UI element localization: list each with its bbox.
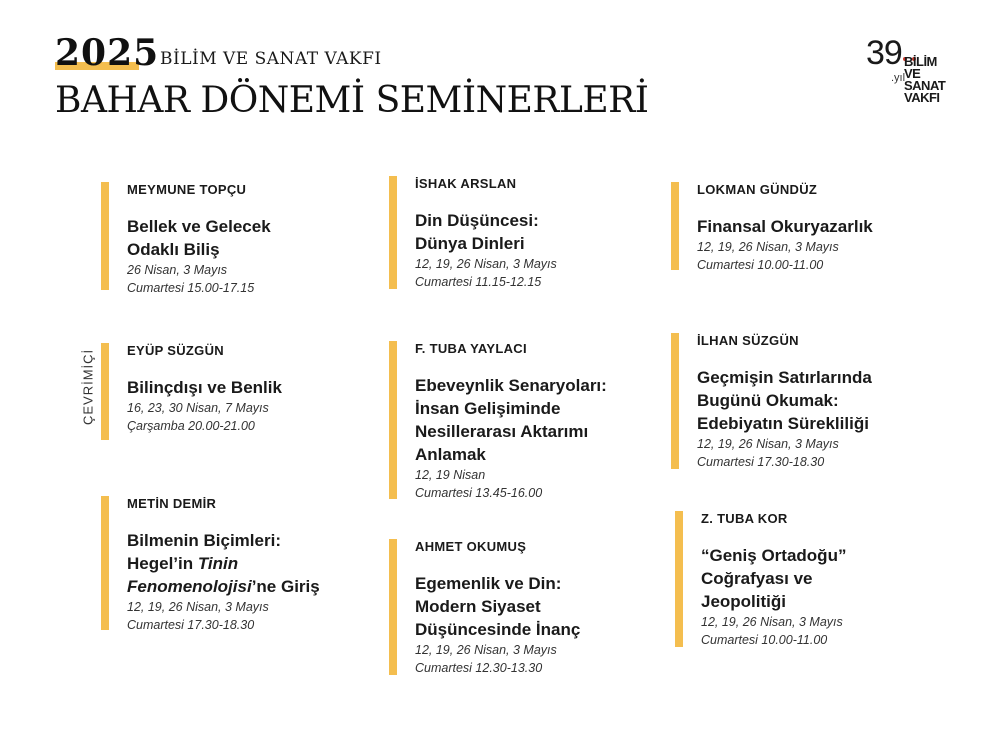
seminar-dates: 16, 23, 30 Nisan, 7 Mayıs (127, 401, 269, 415)
title-line: Bilmenin Biçimleri: (127, 531, 281, 550)
online-label: ÇEVRİMİÇİ (80, 348, 96, 426)
seminar-card (675, 511, 846, 647)
seminar-dates: 12, 19 Nisan (415, 468, 486, 482)
title-line: Din Düşüncesi: (415, 211, 539, 230)
seminar-dates: 12, 19, 26 Nisan, 3 Mayıs (415, 643, 557, 657)
seminar-time: Cumartesi 17.30-18.30 (127, 618, 255, 632)
logo-anniversary-number: 39 (866, 34, 902, 72)
speaker-name: EYÜP SÜZGÜN (127, 343, 224, 358)
accent-bar (389, 176, 397, 289)
seminar-dates: 12, 19, 26 Nisan, 3 Mayıs (701, 615, 843, 629)
seminar-time: Cumartesi 10.00-11.00 (701, 633, 828, 647)
page-title: BAHAR DÖNEMİ SEMİNERLERİ (55, 80, 649, 121)
logo-year-suffix: .yıl (891, 72, 906, 84)
seminar-dates: 12, 19, 26 Nisan, 3 Mayıs (127, 600, 269, 614)
title-segment: ’ne Giriş (251, 577, 320, 596)
seminar-time: Cumartesi 13.45-16.00 (415, 486, 543, 500)
title-line: Egemenlik ve Din: (415, 574, 562, 593)
logo-line: BİLİM (904, 54, 937, 69)
seminar-dates: 12, 19, 26 Nisan, 3 Mayıs (415, 257, 557, 271)
seminar-time: Cumartesi 15.00-17.15 (127, 281, 255, 295)
seminar-card (389, 176, 557, 289)
title-segment: Hegel’in (127, 554, 198, 573)
seminar-card (101, 182, 271, 295)
title-line: Bugünü Okumak: (697, 391, 839, 410)
seminar-card (101, 496, 320, 630)
speaker-name: METİN DEMİR (127, 496, 217, 511)
year: 2025 (55, 32, 160, 74)
seminar-dates: 12, 19, 26 Nisan, 3 Mayıs (697, 240, 839, 254)
seminar-title (127, 376, 282, 399)
speaker-name: AHMET OKUMUŞ (415, 539, 527, 554)
speaker-name: F. TUBA YAYLACI (415, 341, 527, 356)
accent-bar (101, 496, 109, 630)
seminar-title (697, 366, 872, 435)
title-line: Jeopolitiği (701, 592, 786, 611)
speaker-name: Z. TUBA KOR (701, 511, 788, 526)
title-line: “Geniş Ortadoğu” (701, 546, 847, 565)
seminar-dates: 26 Nisan, 3 Mayıs (127, 263, 228, 277)
accent-bar (101, 182, 109, 290)
title-line: İnsan Gelişiminde (415, 399, 561, 418)
title-line: Geçmişin Satırlarında (697, 368, 872, 387)
accent-bar (671, 182, 679, 270)
seminar-time: Cumartesi 11.15-12.15 (415, 275, 542, 289)
seminar-time: Cumartesi 12.30-13.30 (415, 661, 543, 675)
speaker-name: İSHAK ARSLAN (415, 176, 517, 191)
logo-wordmark (904, 56, 945, 104)
title-line: Düşüncesinde İnanç (415, 620, 581, 639)
seminar-dates: 12, 19, 26 Nisan, 3 Mayıs (697, 437, 839, 451)
title-line: Bilinçdışı ve Benlik (127, 378, 282, 397)
title-segment-italic: Tinin (197, 554, 239, 573)
speaker-name: LOKMAN GÜNDÜZ (697, 182, 818, 197)
accent-bar (671, 333, 679, 469)
seminar-title (415, 572, 580, 641)
title-line: Nesillerarası Aktarımı (415, 422, 589, 441)
logo-line: SANAT (904, 78, 946, 93)
title-line (127, 552, 320, 575)
seminar-card (389, 341, 607, 499)
foundation-logo (866, 36, 948, 116)
seminar-title (701, 544, 846, 613)
speaker-name: İLHAN SÜZGÜN (697, 333, 799, 348)
org-name: BİLİM VE SANAT VAKFI (160, 49, 382, 69)
title-line: Edebiyatın Sürekliliği (697, 414, 869, 433)
seminar-time: Cumartesi 10.00-11.00 (697, 258, 824, 272)
accent-bar (389, 341, 397, 499)
logo-line: VE (904, 66, 921, 81)
seminar-time: Çarşamba 20.00-21.00 (127, 419, 255, 433)
title-line: Odaklı Biliş (127, 240, 220, 259)
seminar-card (389, 539, 580, 675)
title-line: Coğrafyası ve (701, 569, 813, 588)
title-line (127, 575, 320, 598)
seminar-card (671, 333, 872, 469)
title-line: Anlamak (415, 445, 486, 464)
seminar-card (101, 343, 282, 440)
seminar-time: Cumartesi 17.30-18.30 (697, 455, 825, 469)
seminar-title (127, 529, 320, 598)
title-segment-italic: Fenomenolojisi (127, 577, 252, 596)
accent-bar (101, 343, 109, 440)
logo-line: VAKFI (904, 90, 940, 105)
title-line: Ebeveynlik Senaryoları: (415, 376, 607, 395)
speaker-name: MEYMUNE TOPÇU (127, 182, 247, 197)
seminar-title (415, 209, 557, 255)
accent-bar (389, 539, 397, 675)
title-line: Bellek ve Gelecek (127, 217, 271, 236)
title-line: Dünya Dinleri (415, 234, 525, 253)
title-line: Finansal Okuryazarlık (697, 217, 873, 236)
seminar-card (671, 182, 873, 270)
seminar-title (127, 215, 271, 261)
seminar-title (415, 374, 607, 466)
seminar-title (697, 215, 873, 238)
accent-bar (675, 511, 683, 647)
title-line: Modern Siyaset (415, 597, 541, 616)
